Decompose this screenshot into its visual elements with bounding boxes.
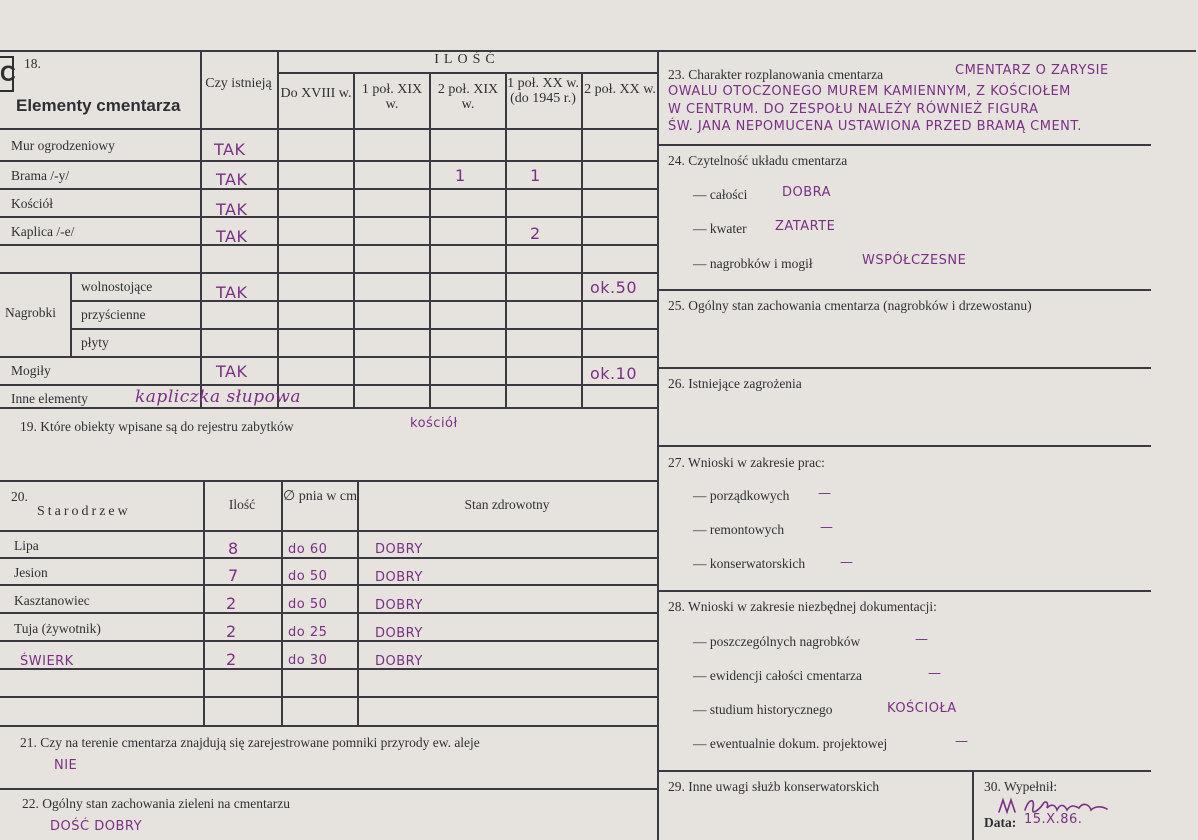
nagrobki-label: Nagrobki xyxy=(5,305,56,320)
q18-row-line xyxy=(0,356,657,358)
q27-label: 27. Wnioski w zakresie prac: xyxy=(668,455,825,470)
q30-label: 30. Wypełnił: xyxy=(984,779,1058,794)
tree-diameter: do 50 xyxy=(288,569,328,584)
q24-item-value: DOBRA xyxy=(782,185,832,200)
q18-row-line xyxy=(0,407,657,409)
row-czy-value: TAK xyxy=(214,140,246,159)
q21-label: 21. Czy na terenie cmentarza znajdują się zarejestrowane pomniki przyrody ew. aleje xyxy=(20,735,480,750)
q28-item-value: — xyxy=(955,734,969,749)
row-count-value: 2 xyxy=(530,224,541,243)
tree-health: DOBRY xyxy=(375,570,423,585)
nagrobki-row-label: płyty xyxy=(81,335,109,350)
inne-elementy-value: kapliczka słupowa xyxy=(135,387,301,407)
row-count-value: ok.50 xyxy=(590,278,637,297)
row-label: Kościół xyxy=(11,196,53,211)
tree-count: 7 xyxy=(228,566,239,585)
col-2pol-xix: 2 poł. XIX w. xyxy=(437,82,499,112)
row-label: Kaplica /-e/ xyxy=(11,224,75,239)
tree-health: DOBRY xyxy=(375,626,423,641)
q18-row-line xyxy=(0,244,657,246)
q18-row-line xyxy=(0,384,657,386)
q27-item-value: — xyxy=(840,555,854,570)
q28-bottom-line xyxy=(657,770,1151,772)
q18-row-line xyxy=(70,328,657,330)
q23-label: 23. Charakter rozplanowania cmentarza xyxy=(668,67,884,82)
tree-name: Tuja (żywotnik) xyxy=(14,621,101,636)
tree-count: 2 xyxy=(226,594,237,613)
q20-col-ilosc: Ilość xyxy=(228,497,256,512)
q25-bottom-line xyxy=(657,367,1151,369)
col-do-xviii: Do XVIII w. xyxy=(280,86,352,101)
q23-line: OWALU OTOCZONEGO MUREM KAMIENNYM, Z KOŚCIOŁEM xyxy=(668,84,1071,99)
q24-item-value: WSPÓŁCZESNE xyxy=(862,253,967,268)
row-label: Mur ogrodzeniowy xyxy=(11,138,115,153)
q28-item-label: — ewidencji całości cmentarza xyxy=(693,668,863,683)
row-label: Mogiły xyxy=(11,363,51,378)
q18-row-line xyxy=(70,300,657,302)
q27-item-label: — remontowych xyxy=(693,522,785,537)
row-count-value: ok.10 xyxy=(590,364,637,383)
q19-label: 19. Które obiekty wpisane są do rejestru zabytków xyxy=(20,419,294,434)
q25-label: 25. Ogólny stan zachowania cmentarza (nagrobków i drzewostanu) xyxy=(668,298,1032,313)
q20-row-line xyxy=(0,584,657,586)
row-czy-value: TAK xyxy=(216,227,248,246)
q23-line: W CENTRUM. DO ZESPOŁU NALEŻY RÓWNIEŻ FIGURA xyxy=(668,102,1039,117)
tree-health: DOBRY xyxy=(375,598,423,613)
q20-row-line xyxy=(0,612,657,614)
q20-col-line xyxy=(203,480,205,725)
tree-name: Kasztanowiec xyxy=(14,593,90,608)
q27-item-label: — porządkowych xyxy=(693,488,790,503)
q28-item-label: — studium historycznego xyxy=(693,702,833,717)
q18-col-line xyxy=(200,50,202,407)
tree-count: 8 xyxy=(228,539,239,558)
q28-item-value: — xyxy=(928,666,942,681)
row-count-value: 1 xyxy=(455,166,466,185)
q19-bottom-line xyxy=(0,480,657,482)
q28-label: 28. Wnioski w zakresie niezbędnej dokumentacji: xyxy=(668,599,937,614)
q29-label: 29. Inne uwagi służb konserwatorskich xyxy=(668,779,880,794)
q18-row-line xyxy=(0,188,657,190)
row-czy-value: TAK xyxy=(216,200,248,219)
col-2pol-xx: 2 poł. XX w. xyxy=(584,82,656,97)
q24-bottom-line xyxy=(657,289,1151,291)
q18-header-line xyxy=(277,72,657,74)
row-label: Inne elementy xyxy=(11,391,88,406)
tree-count: 2 xyxy=(226,650,237,669)
nagrobki-row-label: wolnostojące xyxy=(81,279,153,294)
q20-row-line xyxy=(0,557,657,559)
tree-diameter: do 30 xyxy=(288,653,328,668)
q23-bottom-line xyxy=(657,144,1151,146)
q18-row-line xyxy=(0,160,657,162)
q28-item-label: — poszczególnych nagrobków xyxy=(693,634,861,649)
q24-item-label: — kwater xyxy=(693,221,747,236)
nagrobki-row-label: przyścienne xyxy=(81,307,146,322)
q26-bottom-line xyxy=(657,445,1151,447)
row-czy-value: TAK xyxy=(216,362,248,381)
tree-health: DOBRY xyxy=(375,654,423,669)
row-czy-value: TAK xyxy=(216,170,248,189)
q20-col-line xyxy=(357,480,359,725)
q29-q30-divider xyxy=(972,770,974,840)
q20-number: 20. xyxy=(11,489,28,504)
ilosc-header: ILOŚĆ xyxy=(434,52,500,67)
q27-item-value: — xyxy=(818,486,832,501)
q27-item-value: — xyxy=(820,520,834,535)
row-czy-value: TAK xyxy=(216,283,248,302)
col-1pol-xix: 1 poł. XIX w. xyxy=(361,82,423,112)
q28-item-value: — xyxy=(915,632,929,647)
row-label: Brama /-y/ xyxy=(11,168,70,183)
q21-bottom-line xyxy=(0,788,657,790)
section-letter: C xyxy=(0,56,14,92)
q18-title: Elementy cmentarza xyxy=(16,96,181,115)
q20-row-line xyxy=(0,530,657,532)
q24-item-label: — całości xyxy=(693,187,748,202)
tree-health: DOBRY xyxy=(375,542,423,557)
col-czy-istnieja: Czy istnieją xyxy=(205,76,272,91)
tree-name: Lipa xyxy=(14,538,39,553)
q20-row-line xyxy=(0,725,657,727)
q22-value: DOŚĆ DOBRY xyxy=(50,819,143,834)
q24-item-value: ZATARTE xyxy=(775,219,836,234)
q28-item-label: — ewentualnie dokum. projektowej xyxy=(693,736,888,751)
q27-bottom-line xyxy=(657,590,1151,592)
q20-row-line xyxy=(0,640,657,642)
col-1pol-xx: 1 poł. XX w. (do 1945 r.) xyxy=(507,76,579,106)
q26-label: 26. Istniejące zagrożenia xyxy=(668,376,802,391)
q23-line: CMENTARZ O ZARYSIE xyxy=(955,63,1109,78)
tree-name: Jesion xyxy=(14,565,48,580)
nagrobki-divider xyxy=(70,272,72,356)
q21-value: NIE xyxy=(54,758,78,773)
q18-col-line xyxy=(277,50,279,407)
q18-row-line xyxy=(0,128,657,130)
q23-line: ŚW. JANA NEPOMUCENA USTAWIONA PRZED BRAMĄ CMENT. xyxy=(668,119,1082,134)
q20-row-line xyxy=(0,696,657,698)
q18-number: 18. xyxy=(24,56,41,71)
tree-diameter: do 50 xyxy=(288,597,328,612)
q22-label: 22. Ogólny stan zachowania zieleni na cmentarzu xyxy=(22,796,291,811)
q18-row-line xyxy=(0,216,657,218)
q20-row-line xyxy=(0,668,657,670)
tree-diameter: do 25 xyxy=(288,625,328,640)
q19-value: kościół xyxy=(410,416,458,431)
q24-label: 24. Czytelność układu cmentarza xyxy=(668,153,848,168)
q27-item-label: — konserwatorskich xyxy=(693,556,806,571)
tree-diameter: do 60 xyxy=(288,542,328,557)
q24-item-label: — nagrobków i mogił xyxy=(693,256,813,271)
tree-name: ŚWIERK xyxy=(20,654,74,669)
q20-col-line xyxy=(281,480,283,725)
q20-col-pnia: ∅ pnia w cm xyxy=(283,489,358,504)
q20-col-stan: Stan zdrowotny xyxy=(464,497,550,512)
q20-title: Starodrzew xyxy=(37,504,131,519)
q28-item-value: KOŚCIOŁA xyxy=(887,701,957,716)
q30-date-label: Data: xyxy=(984,815,1017,830)
tree-count: 2 xyxy=(226,622,237,641)
q18-row-line xyxy=(0,272,657,274)
q30-date-value: 15.X.86. xyxy=(1024,812,1083,827)
row-count-value: 1 xyxy=(530,166,541,185)
